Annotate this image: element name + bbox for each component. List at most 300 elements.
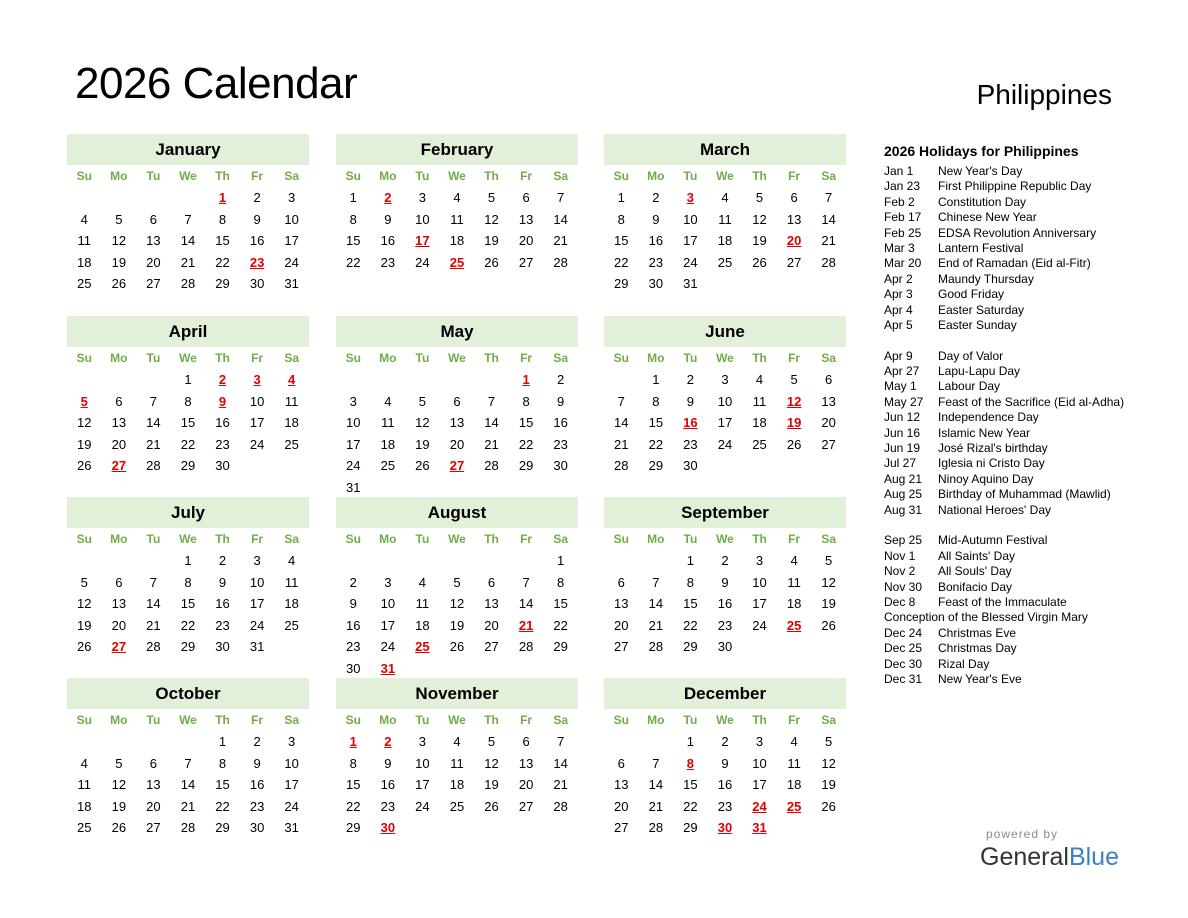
holiday-list-item [884,580,1164,595]
holiday-day-cell: 8 [686,755,695,771]
holiday-name: Good Friday [938,287,1005,302]
weekday-label: Tu [146,532,161,546]
day-cell: 6 [825,372,833,387]
weekday-label: Sa [821,169,836,183]
day-cell: 5 [80,574,88,590]
day-cell: 5 [825,553,833,568]
empty-day-cell [440,550,475,572]
holiday-day-cell: 27 [111,639,127,654]
weekday-label: Mo [379,532,397,546]
day-cell: 19 [484,233,499,248]
weekday-label: Su [345,713,361,727]
day-cell: 4 [790,553,798,568]
weekday-label: Sa [821,351,836,365]
day-cell: 28 [821,254,836,270]
holiday-name: Ninoy Aquino Day [938,471,1034,486]
week-row [67,209,309,231]
holiday-day-cell: 24 [752,798,767,814]
day-cell: 1 [557,553,565,568]
holiday-name: Labour Day [938,379,1001,394]
holiday-date: Conception of the Blessed Virgin Mary [884,610,1088,625]
holiday-day-cell: 21 [518,617,534,633]
day-cell: 22 [215,798,230,814]
weekday-label: We [716,169,734,183]
day-cell: 23 [553,436,568,452]
holiday-date: Mar 3 [884,240,915,255]
week-row [604,455,846,477]
day-cell: 26 [821,798,836,814]
empty-day-cell [405,817,440,839]
day-cell: 11 [450,755,464,771]
day-cell: 23 [683,436,698,452]
day-cell: 6 [115,574,123,590]
month-march [604,134,846,295]
holiday-name: All Saints' Day [938,548,1015,563]
holiday-day-cell: 2 [384,734,392,749]
day-cell: 13 [614,596,629,611]
holiday-list-item [884,395,1164,410]
day-cell: 6 [522,734,530,749]
day-cell: 5 [487,734,496,749]
day-cell: 11 [381,415,395,430]
day-cell: 13 [518,755,534,771]
holiday-list-item [884,426,1164,441]
day-cell: 7 [184,211,192,227]
holiday-name: Chinese New Year [938,210,1037,225]
holiday-date: Jan 1 [884,164,914,178]
empty-day-cell [777,455,812,477]
day-cell: 14 [146,415,161,430]
holiday-day-cell: 2 [218,372,227,387]
month-may [336,316,578,498]
day-cell: 18 [449,777,465,792]
week-row [336,658,578,680]
day-cell: 21 [821,233,836,248]
weekday-label: Sa [553,351,568,365]
weekday-row [67,709,309,731]
holiday-day-cell: 3 [253,372,261,387]
holiday-date: Apr 9 [884,348,913,363]
weekday-label: Fr [788,351,801,365]
holiday-list [884,164,1164,687]
day-cell: 24 [752,617,767,633]
day-cell: 8 [218,755,227,771]
day-cell: 8 [349,211,357,227]
holiday-day-cell: 31 [380,660,396,676]
holiday-date: Dec 30 [884,656,923,671]
empty-day-cell [405,369,440,391]
weekday-label: Fr [520,532,533,546]
holiday-day-cell: 31 [752,820,767,835]
day-cell: 21 [146,617,161,633]
day-cell: 6 [487,574,496,590]
holiday-date: Apr 3 [884,287,913,302]
weekday-label: Su [345,351,361,365]
weekday-label: Su [76,713,92,727]
month-header: August [336,497,578,528]
day-cell: 20 [484,617,499,633]
empty-day-cell [274,455,309,477]
day-cell: 3 [418,734,427,749]
week-row [336,434,578,456]
day-cell: 8 [218,211,227,227]
day-cell: 28 [180,276,196,291]
day-cell: 1 [349,190,357,205]
day-cell: 10 [380,596,396,611]
day-cell: 5 [755,190,764,205]
day-cell: 27 [484,639,499,654]
holiday-name: Independence Day [938,410,1039,425]
empty-day-cell [102,187,137,209]
weekday-row [604,528,846,550]
week-row [604,391,846,413]
day-cell: 31 [346,479,361,495]
day-cell: 13 [449,415,465,430]
weekday-label: Sa [284,351,299,365]
holiday-list-item [884,626,1164,641]
day-cell: 21 [648,617,664,633]
day-cell: 1 [617,190,625,205]
weekday-label: Th [484,713,499,727]
day-cell: 15 [553,596,568,611]
empty-day-cell [136,731,171,753]
day-cell: 14 [180,233,196,248]
day-cell: 10 [346,415,361,430]
holiday-list-item [884,410,1164,425]
holiday-date: Apr 4 [884,302,913,317]
empty-day-cell [405,477,440,499]
weekday-label: Su [76,532,92,546]
day-cell: 10 [717,393,733,409]
day-cell: 28 [180,820,196,835]
day-cell: 31 [249,639,265,654]
holiday-day-cell: 9 [218,393,227,409]
day-cell: 25 [284,617,299,633]
holiday-day-cell: 25 [415,639,430,654]
day-cell: 29 [215,276,230,291]
day-cell: 23 [215,436,230,452]
holiday-date: Aug 25 [884,487,923,502]
day-cell: 14 [553,211,568,227]
day-cell: 11 [77,233,92,248]
week-row [67,774,309,796]
day-cell: 15 [346,233,361,248]
weekday-label: Th [484,532,499,546]
holiday-name: Bonifacio Day [938,579,1013,594]
day-cell: 25 [449,798,465,814]
holiday-date: Jun 19 [884,441,921,456]
brand-name-blue: Blue [1068,843,1119,871]
holiday-date: Nov 1 [884,548,916,563]
holiday-list-title: 2026 Holidays for Philippines [884,143,1079,159]
holiday-date: Apr 27 [884,364,920,379]
day-cell: 20 [821,415,836,430]
week-row [336,796,578,818]
day-cell: 25 [380,458,396,473]
holiday-date: Dec 8 [884,594,916,609]
day-cell: 9 [384,755,392,771]
empty-day-cell [440,369,475,391]
weekday-label: Fr [251,713,264,727]
day-cell: 29 [683,639,698,654]
day-cell: 30 [346,660,361,676]
empty-day-cell [708,455,743,477]
holiday-name: First Philippine Republic Day [938,179,1092,194]
day-cell: 24 [284,798,299,814]
weekday-label: Mo [379,713,397,727]
empty-day-cell [440,658,475,680]
day-cell: 26 [111,820,127,835]
weekday-label: Su [613,713,629,727]
day-cell: 9 [384,211,392,227]
week-row [604,230,846,252]
holiday-day-cell: 1 [349,734,357,749]
day-cell: 11 [284,393,299,409]
empty-day-cell [440,477,475,499]
day-cell: 6 [522,190,530,205]
day-cell: 22 [180,617,196,633]
day-cell: 3 [755,553,764,568]
day-cell: 5 [115,211,123,227]
week-row [67,731,309,753]
day-cell: 20 [146,254,161,270]
day-cell: 21 [180,798,196,814]
empty-day-cell [639,550,674,572]
day-cell: 9 [253,755,261,771]
day-cell: 13 [821,393,836,409]
empty-day-cell [136,187,171,209]
day-cell: 10 [284,755,299,771]
day-cell: 5 [487,190,496,205]
day-cell: 15 [215,233,230,248]
month-header: October [67,678,309,709]
day-cell: 9 [218,574,227,590]
week-row [336,230,578,252]
empty-day-cell [811,455,846,477]
day-cell: 11 [415,596,430,611]
weekday-row [336,709,578,731]
week-row [67,369,309,391]
day-cell: 26 [752,254,767,270]
holiday-list-item [884,287,1164,302]
weekday-label: Fr [251,169,264,183]
day-cell: 6 [790,190,798,205]
day-cell: 12 [111,777,127,792]
day-cell: 22 [346,798,361,814]
day-cell: 19 [449,617,465,633]
day-cell: 22 [648,436,664,452]
empty-day-cell [102,550,137,572]
weekday-label: Th [215,713,230,727]
day-cell: 5 [453,574,461,590]
day-cell: 7 [522,574,530,590]
holiday-list-item [884,641,1164,656]
weekday-row [67,347,309,369]
week-row [604,774,846,796]
holiday-date: Feb 25 [884,225,922,240]
day-cell: 8 [184,574,192,590]
brand-name [980,842,1120,872]
weekday-label: Tu [415,169,430,183]
day-cell: 22 [518,436,534,452]
day-cell: 1 [652,372,660,387]
day-cell: 24 [346,458,361,473]
weekday-label: Tu [415,532,430,546]
day-cell: 30 [215,639,230,654]
day-cell: 16 [553,415,568,430]
weekday-label: Th [215,169,230,183]
day-cell: 16 [346,617,361,633]
day-cell: 28 [518,639,534,654]
day-cell: 9 [349,596,357,611]
month-header: May [336,316,578,347]
day-cell: 12 [111,233,127,248]
day-cell: 27 [821,436,836,452]
day-cell: 1 [686,734,695,749]
day-cell: 11 [284,574,299,590]
empty-day-cell [604,550,639,572]
day-cell: 6 [115,393,123,409]
week-row [67,615,309,637]
day-cell: 26 [111,276,127,291]
holiday-date: Nov 2 [884,564,916,579]
weekday-label: Fr [251,532,264,546]
day-cell: 14 [614,415,629,430]
weekday-label: Mo [647,713,665,727]
holiday-list-item [884,595,1164,610]
day-cell: 30 [553,458,568,473]
holiday-list-item [884,349,1164,364]
day-cell: 16 [380,233,396,248]
day-cell: 17 [346,436,361,452]
day-cell: 23 [380,254,396,270]
week-row [336,209,578,231]
week-row [336,593,578,615]
weekday-label: Fr [788,713,801,727]
holiday-list-item [884,549,1164,564]
day-cell: 29 [683,820,698,835]
day-cell: 18 [415,617,430,633]
day-cell: 26 [415,458,430,473]
day-cell: 17 [752,596,767,611]
empty-day-cell [604,731,639,753]
day-cell: 29 [180,639,196,654]
day-cell: 2 [253,190,261,205]
day-cell: 16 [717,596,733,611]
empty-day-cell [742,455,777,477]
weekday-label: Tu [415,713,430,727]
weekday-label: Mo [110,532,128,546]
weekday-label: We [179,169,197,183]
holiday-date: Aug 21 [884,471,923,486]
weekday-label: Fr [788,169,801,183]
day-cell: 1 [184,372,192,387]
day-cell: 14 [821,211,836,227]
weekday-label: Sa [284,532,299,546]
brand-name-general: General [980,843,1069,871]
empty-day-cell [742,636,777,658]
holiday-date: Feb 17 [884,210,922,225]
holiday-list-item [884,195,1164,210]
day-cell: 16 [215,596,230,611]
holiday-name: EDSA Revolution Anniversary [938,225,1097,240]
day-cell: 28 [553,254,568,270]
weekday-label: Fr [251,351,264,365]
day-cell: 30 [249,276,265,291]
holiday-date: Feb 2 [884,194,915,209]
week-row [604,817,846,839]
holiday-day-cell: 30 [380,820,396,835]
holiday-name: National Heroes' Day [938,502,1052,517]
holiday-name: Easter Sunday [938,317,1017,332]
holiday-list-item [884,303,1164,318]
weekday-label: Fr [788,532,801,546]
month-header: November [336,678,578,709]
weekday-label: We [448,532,466,546]
day-cell: 20 [146,798,161,814]
holiday-date: Mar 20 [884,256,922,271]
empty-day-cell [171,731,206,753]
week-row [336,412,578,434]
day-cell: 4 [418,574,427,590]
day-cell: 13 [614,777,629,792]
holiday-day-cell: 2 [384,190,392,205]
holiday-list-item [884,179,1164,194]
day-cell: 14 [648,777,664,792]
day-cell: 27 [614,639,629,654]
day-cell: 6 [617,574,625,590]
day-cell: 15 [180,415,196,430]
day-cell: 9 [652,211,660,227]
day-cell: 13 [518,211,534,227]
day-cell: 10 [415,211,430,227]
holiday-list-item [884,441,1164,456]
holiday-date: Apr 5 [884,317,913,332]
holiday-name: New Year's Eve [938,671,1022,686]
day-cell: 7 [652,755,660,771]
day-cell: 21 [614,436,629,452]
day-cell: 8 [557,574,565,590]
weekday-label: Mo [110,713,128,727]
holiday-date: Sep 25 [884,533,923,548]
holiday-day-cell: 27 [449,458,465,473]
month-november [336,678,578,839]
holiday-date: Dec 31 [884,671,923,686]
day-cell: 29 [553,639,568,654]
holiday-list-item [884,672,1164,687]
weekday-row [336,347,578,369]
day-cell: 24 [249,617,265,633]
day-cell: 10 [249,574,265,590]
day-cell: 4 [453,734,461,749]
weekday-label: Tu [146,351,161,365]
day-cell: 22 [683,798,698,814]
month-header: December [604,678,846,709]
empty-day-cell [67,550,102,572]
day-cell: 7 [557,190,565,205]
empty-day-cell [474,658,509,680]
holiday-name: Feast of the Immaculate [938,594,1067,609]
empty-day-cell [371,477,406,499]
empty-day-cell [604,369,639,391]
day-cell: 10 [415,755,430,771]
week-row [604,796,846,818]
day-cell: 3 [755,734,764,749]
weekday-label: Su [613,532,629,546]
weekday-label: Th [215,532,230,546]
day-cell: 25 [752,436,767,452]
weekday-label: We [179,713,197,727]
